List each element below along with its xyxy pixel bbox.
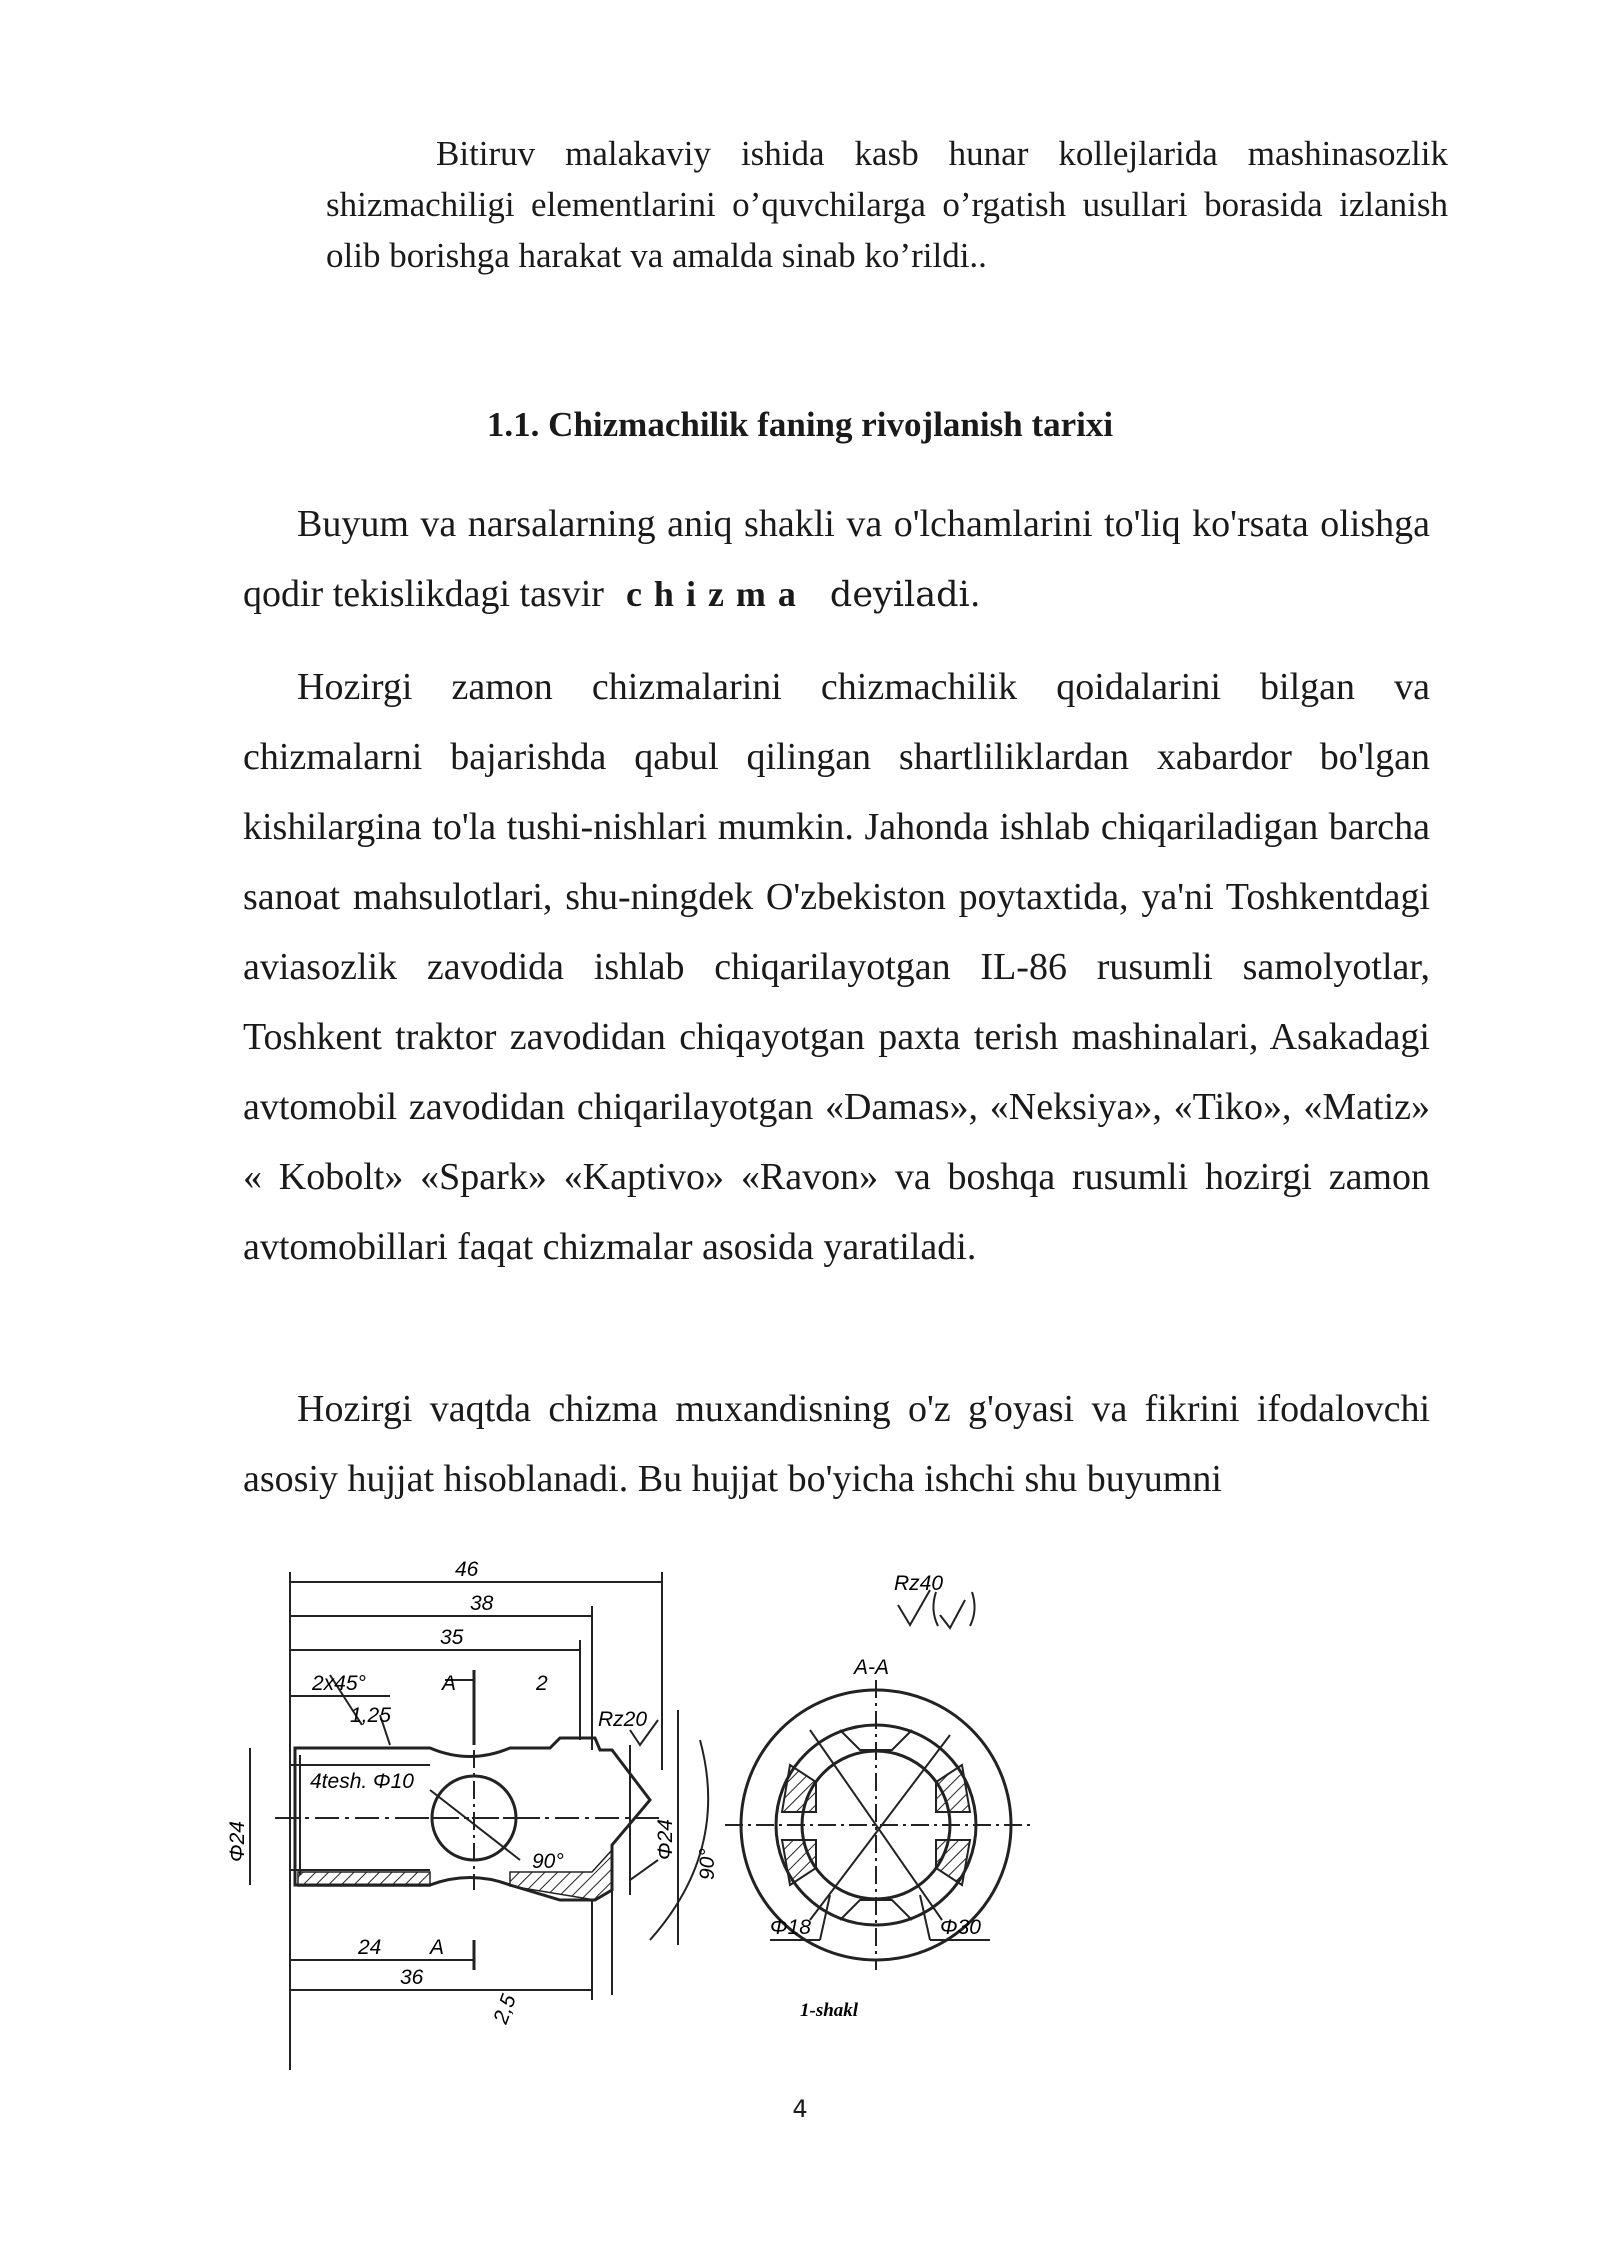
dim-chamfer: 2x45° <box>312 1672 366 1695</box>
dim-24: 24 <box>358 1936 382 1959</box>
dim-phi18: Φ18 <box>770 1916 811 1939</box>
section-mark-a-top: A <box>442 1672 457 1695</box>
figure-caption: 1-shakl <box>800 2000 859 2021</box>
roughness-1-25: 1,25 <box>350 1704 391 1727</box>
dim-2-5: 2,5 <box>489 1991 521 2027</box>
angle-90-large: 90° <box>696 1848 719 1880</box>
angle-90-small: 90° <box>532 1850 564 1873</box>
definition-term: chizma <box>625 574 808 614</box>
body-paragraph-3 <box>243 1374 1430 1514</box>
paragraph-3-text: Hozirgi vaqtda chizma muxandisning o'z g'oyasi va fikrini ifodalovchi asosiy hujjat hisoblanadi. Bu hujjat bo'yicha ishchi shu buyumni <box>243 1388 1430 1500</box>
dim-phi24-left: Φ24 <box>226 1821 249 1862</box>
intro-text: Bitiruv malakaviy ishida kasb hunar kollejlarida mashinasozlik shizmachiligi elementlarini o’quvchilarga o’rgatish usullari borasida izlanish olib borishga harakat va amalda sinab ko’rildi.. <box>326 134 1448 275</box>
definition-before: Buyum va narsalarning aniq shakli va o'lchamlarini to'liq ko'rsata olishga qodir tekislikdagi tasvir <box>243 503 1430 615</box>
body-paragraph-2 <box>243 652 1430 1282</box>
section-heading: 1.1. Chizmachilik faning rivojlanish tarixi <box>486 405 1114 444</box>
section-label-a-a: A-A <box>854 1656 890 1679</box>
holes-label: 4tesh. Φ10 <box>310 1770 414 1793</box>
section-mark-a-bottom: A <box>430 1936 445 1959</box>
dim-46: 46 <box>455 1558 479 1581</box>
technical-drawing-figure <box>226 1550 1030 2070</box>
definition-paragraph <box>243 489 1430 630</box>
roughness-rz20: Rz20 <box>598 1708 648 1731</box>
dim-38: 38 <box>470 1592 494 1615</box>
dim-phi24-right: Φ24 <box>654 1819 677 1860</box>
technical-drawing <box>226 1550 1030 2070</box>
dim-2: 2 <box>536 1672 548 1695</box>
dim-36: 36 <box>400 1966 424 1989</box>
page-number: 4 <box>792 2095 808 2123</box>
dim-35: 35 <box>440 1626 464 1649</box>
paragraph-2-text: Hozirgi zamon chizmalarini chizmachilik qoidalarini bilgan va chizmalarni bajarishda qabul qilingan shartliliklardan xabardor bo'lgan kishilargina to'la tushi-nishlari mumkin. Jahonda ishlab chiqariladigan barcha sanoat mahsulotlari, shu-ningdek O'zbekiston poytaxtida, ya'ni Toshkentdagi aviasozlik zavodida ishlab chiqarilayotgan IL-86 rusumli samolyotlar, Toshkent traktor zavodidan chiqayotgan paxta terish mashinalari, Asakadagi avtomobil zavodidan chiqarilayotgan «Damas», «Neksiya», «Tiko», «Matiz» « Kobolt» «Spark» «Kaptivo» «Ravon» va boshqa rusumli hozirgi zamon avtomobillari faqat chizmalar asosida yaratiladi. <box>243 666 1430 1268</box>
intro-paragraph <box>326 128 1448 281</box>
dim-phi30: Φ30 <box>940 1916 981 1939</box>
definition-after: deyiladi. <box>829 575 981 615</box>
roughness-rz40: Rz40 <box>894 1572 944 1595</box>
